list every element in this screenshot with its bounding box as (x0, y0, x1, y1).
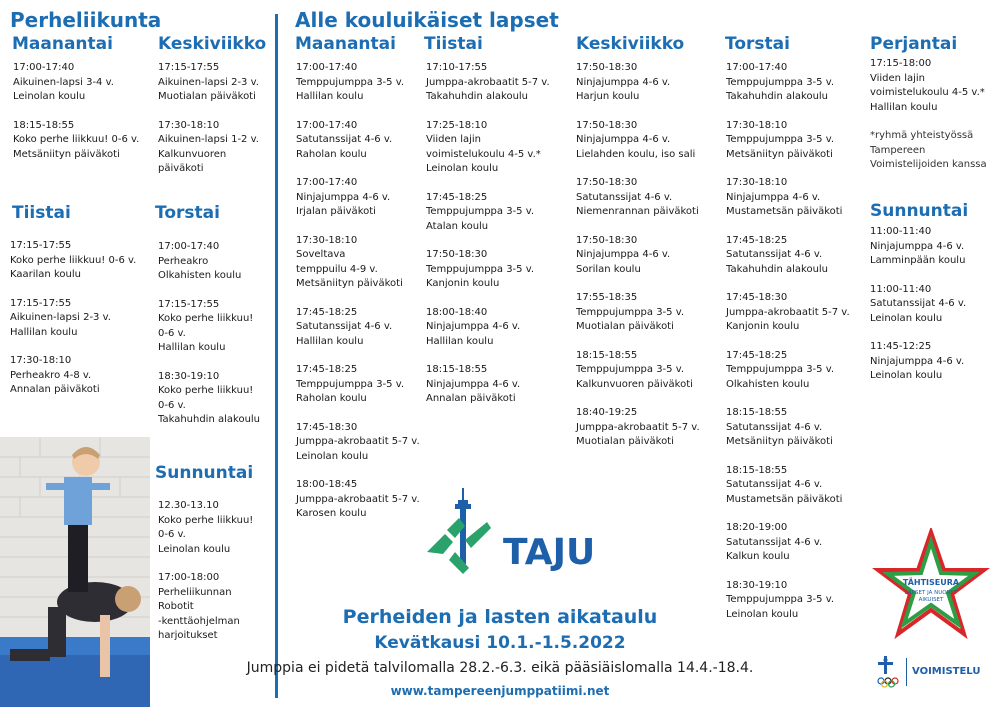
entry-line: Temppujumppa 3-5 v. (726, 134, 835, 145)
entry-line: Hallilan koulu (296, 335, 364, 347)
entry-line: Leinolan koulu (870, 370, 943, 381)
alle-day-sunnuntai: Sunnuntai (870, 201, 969, 221)
perhe-day-maanantai: Maanantai (12, 34, 113, 54)
entry-line: Metsäniityn päiväkoti (296, 278, 403, 289)
tahtiseura-badge (872, 528, 990, 646)
entry-time: 17:45-18:30 (296, 421, 358, 433)
entry-time: 17:45-18:25 (296, 306, 358, 318)
entry-time: 18:15-18:55 (576, 349, 638, 361)
entry-line: Annalan päiväkoti (426, 393, 516, 404)
schedule-entry (158, 298, 273, 356)
schedule-entry (726, 579, 868, 623)
alle-day-torstai: Torstai (725, 34, 790, 54)
entry-line: voimistelukoulu 4-5 v.* (870, 87, 985, 98)
entry-line: Kaarilan koulu (10, 269, 81, 280)
entry-time: 17:50-18:30 (576, 119, 638, 131)
entry-line: -kenttäohjelman (158, 615, 240, 627)
entry-line: Metsäniityn päiväkoti (726, 436, 833, 447)
entry-line: temppuilu 4-9 v. (296, 263, 378, 275)
entry-time: 12.30-13.10 (158, 500, 219, 511)
entry-line: Lamminpään koulu (870, 255, 966, 266)
entry-line: Harjun koulu (576, 91, 640, 102)
alle-day-tiistai: Tiistai (424, 34, 483, 54)
entry-line: Perheliikunnan (158, 586, 232, 598)
entry-line: Ninjajumppa 4-6 v. (426, 321, 521, 332)
entry-line: Aikuinen-lapsi 2-3 v. (158, 76, 259, 88)
schedule-entry (296, 176, 424, 220)
entry-line: Ninjajumppa 4-6 v. (576, 134, 671, 145)
entry-line: 0-6 v. (158, 327, 186, 339)
entry-line: Robotit (158, 601, 194, 612)
entry-line: Satutanssijat 4-6 v. (870, 298, 967, 309)
schedule-entry (158, 119, 273, 177)
entry-line: Temppujumppa 3-5 v. (726, 594, 835, 605)
entry-line: Ninjajumppa 4-6 v. (426, 378, 521, 390)
entry-line: Ninjajumppa 4-6 v. (870, 240, 965, 252)
entry-time: 17:00-17:40 (296, 62, 358, 73)
heading-perheliikunta: Perheliikunta (10, 8, 162, 32)
entry-line: Koko perhe liikkuu! (158, 385, 254, 396)
entry-line: Metsäniityn päiväkoti (13, 148, 120, 160)
entry-line: Olkahisten koulu (726, 378, 810, 390)
schedule-entry (726, 61, 868, 105)
schedule-entry (870, 225, 998, 269)
schedule-entry (576, 291, 722, 335)
entry-line: Soveltava (296, 249, 346, 260)
schedule-entry (158, 571, 273, 644)
entry-line: Satutanssijat 4-6 v. (576, 191, 673, 203)
entry-line: Muotialan päiväkoti (576, 436, 674, 447)
entry-line: Sorilan koulu (576, 263, 641, 275)
entry-line: Koko perhe liikkuu! 0-6 v. (10, 254, 137, 266)
entry-line: 0-6 v. (158, 399, 186, 411)
entry-time: 17:50-18:30 (576, 177, 638, 188)
perhe-day-keskiviikko: Keskiviikko (158, 34, 267, 54)
entry-line: Hallilan koulu (870, 101, 938, 113)
alle-list-maanantai (296, 61, 424, 522)
entry-line: Aikuinen-lapsi 3-4 v. (13, 76, 114, 88)
entry-time: 17:00-17:40 (158, 241, 220, 252)
alle-list-torstai (726, 61, 868, 622)
entry-time: 17:30-18:10 (726, 119, 788, 131)
svg-text:VOIMISTELU: VOIMISTELU (912, 666, 981, 677)
entry-time: 18:15-18:55 (426, 364, 488, 375)
entry-line: päiväkoti (158, 163, 204, 174)
entry-time: 18:40-19:25 (576, 407, 638, 418)
entry-line: Jumppa-akrobaatit 5-7 v. (576, 421, 700, 433)
entry-time: 18:15-18:55 (726, 464, 788, 476)
entry-time: 11:00-11:40 (870, 283, 932, 295)
entry-line: Ninjajumppa 4-6 v. (576, 249, 671, 260)
entry-line: Jumppa-akrobaatit 5-7 v. (426, 76, 550, 88)
entry-line: Kalkun koulu (726, 551, 790, 562)
schedule-entry (726, 176, 868, 220)
entry-line: Leinolan koulu (296, 450, 369, 462)
entry-line: Kanjonin koulu (426, 278, 500, 289)
entry-time: 17:15-17:55 (10, 297, 72, 309)
schedule-entry (296, 478, 424, 522)
entry-line: Satutanssijat 4-6 v. (726, 421, 823, 433)
entry-line: 0-6 v. (158, 529, 186, 540)
schedule-entry (426, 248, 572, 292)
entry-line: Ninjajumppa 4-6 v. (296, 191, 391, 203)
entry-line: Ninjajumppa 4-6 v. (870, 355, 965, 367)
entry-line: Annalan päiväkoti (10, 384, 100, 395)
heading-alle-kouluikaiset: Alle kouluikäiset lapset (295, 8, 559, 32)
entry-line: Leinolan koulu (726, 608, 799, 620)
entry-line: Metsäniityn päiväkoti (726, 148, 833, 160)
entry-time: 17:10-17:55 (426, 62, 488, 73)
schedule-entry (426, 363, 572, 407)
entry-line: Perheakro 4-8 v. (10, 369, 92, 381)
entry-line: Karosen koulu (296, 508, 367, 519)
entry-time: 17:45-18:25 (296, 364, 358, 375)
entry-time: 17:00-17:40 (726, 62, 788, 73)
entry-time: 17:45-18:30 (726, 292, 788, 303)
entry-line: Satutanssijat 4-6 v. (296, 321, 393, 332)
svg-text:AIKUISET: AIKUISET (918, 597, 944, 603)
schedule-entry (296, 61, 424, 105)
entry-line: Mustametsän päiväkoti (726, 206, 843, 217)
entry-time: 17:30-18:10 (158, 119, 220, 131)
entry-time: 17:00-17:40 (296, 177, 358, 188)
entry-line: Olkahisten koulu (158, 270, 242, 281)
entry-line: Temppujumppa 3-5 v. (576, 306, 685, 318)
entry-line: Temppujumppa 3-5 v. (296, 76, 405, 88)
entry-line: Viiden lajin (870, 72, 925, 84)
entry-line: Raholan koulu (296, 393, 367, 404)
schedule-entry (870, 283, 998, 327)
entry-line: Lielahden koulu, iso sali (576, 148, 696, 160)
svg-text:TAJU: TAJU (503, 532, 596, 573)
entry-line: Ninjajumppa 4-6 v. (726, 191, 821, 203)
entry-time: 17:45-18:25 (426, 191, 488, 203)
family-exercise-photo (0, 437, 150, 707)
entry-time: 17:50-18:30 (576, 62, 638, 73)
schedule-entry (426, 306, 572, 350)
entry-line: Muotialan päiväkoti (158, 91, 256, 102)
perhe-list-torstai (158, 240, 273, 428)
schedule-entry (426, 191, 572, 235)
entry-time: 17:15-18:00 (870, 58, 932, 69)
entry-line: Atalan koulu (426, 220, 489, 232)
entry-line: Kalkunvuoren päiväkoti (576, 378, 693, 390)
entry-line: Temppujumppa 3-5 v. (426, 206, 535, 217)
entry-time: 18:15-18:55 (726, 407, 788, 418)
schedule-entry (158, 370, 273, 428)
schedule-entry (576, 119, 722, 163)
schedule-entry (10, 354, 150, 398)
entry-line: Irjalan päiväkoti (296, 206, 376, 217)
entry-line: Takahuhdin alakoulu (726, 263, 829, 275)
entry-line: Kalkunvuoren (158, 148, 227, 160)
entry-time: 17:45-18:25 (726, 234, 788, 246)
entry-line: Ninjajumppa 4-6 v. (576, 76, 671, 88)
schedule-entry (13, 119, 153, 163)
alle-day-maanantai: Maanantai (295, 34, 396, 54)
entry-time: 18:00-18:45 (296, 479, 358, 490)
entry-time: 17:15-17:55 (158, 62, 220, 73)
alle-list-keskiviikko (576, 61, 722, 450)
entry-line: Takahuhdin alakoulu (426, 91, 529, 102)
perhe-day-sunnuntai: Sunnuntai (155, 463, 254, 483)
entry-time: 17:30-18:10 (10, 355, 72, 366)
entry-line: Takahuhdin alakoulu (726, 91, 829, 102)
entry-line: Hallilan koulu (426, 335, 494, 347)
alle-list-sunnuntai (870, 225, 998, 384)
entry-time: 17:25-18:10 (426, 119, 488, 131)
schedule-entry (870, 340, 998, 384)
entry-time: 18:30-19:10 (726, 579, 788, 591)
entry-time: 11:45-12:25 (870, 341, 932, 352)
entry-line: Raholan koulu (296, 148, 367, 160)
entry-time: 17:00-17:40 (13, 62, 75, 73)
entry-time: 18:00-18:40 (426, 306, 488, 318)
schedule-entry (576, 406, 722, 450)
schedule-entry (576, 234, 722, 278)
entry-line: Satutanssijat 4-6 v. (726, 479, 823, 490)
entry-line: Temppujumppa 3-5 v. (296, 378, 405, 390)
entry-line: Jumppa-akrobaatit 5-7 v. (726, 306, 850, 318)
schedule-entry (10, 239, 150, 283)
entry-time: 17:15-17:55 (10, 240, 72, 251)
schedule-entry (158, 240, 273, 284)
schedule-entry (296, 363, 424, 407)
schedule-entry (726, 119, 868, 163)
alle-list-perjantai (870, 57, 998, 115)
schedule-entry (726, 406, 868, 450)
schedule-entry (10, 297, 150, 341)
entry-line: Koko perhe liikkuu! (158, 313, 254, 324)
perhe-list-sunnuntai (158, 499, 273, 644)
entry-line: Temppujumppa 3-5 v. (576, 364, 685, 375)
alle-list-tiistai (426, 61, 572, 407)
entry-line: Takahuhdin alakoulu (158, 414, 261, 425)
entry-line: voimistelukoulu 4-5 v.* (426, 148, 541, 160)
entry-time: 18:20-19:00 (726, 522, 788, 533)
entry-line: Koko perhe liikkuu! (158, 514, 254, 526)
perhe-list-keskiviikko (158, 61, 273, 177)
schedule-entry (726, 521, 868, 565)
perhe-list-maanantai (13, 61, 153, 162)
entry-line: Leinolan koulu (158, 543, 231, 555)
voimistelu-logo (876, 652, 996, 692)
entry-time: 17:30-18:10 (296, 234, 358, 246)
entry-line: Temppujumppa 3-5 v. (726, 76, 835, 88)
season-dates: Kevätkausi 10.1.-1.5.2022 (374, 633, 626, 653)
schedule-entry (576, 349, 722, 393)
entry-time: 18:30-19:10 (158, 370, 220, 382)
entry-line: Aikuinen-lapsi 2-3 v. (10, 312, 111, 323)
entry-time: 17:55-18:35 (576, 292, 638, 303)
perhe-day-torstai: Torstai (155, 203, 220, 223)
schedule-entry (870, 57, 998, 115)
entry-line: Viiden lajin (426, 134, 481, 145)
entry-line: Jumppa-akrobaatit 5-7 v. (296, 436, 420, 447)
holiday-note: Jumppia ei pidetä talvilomalla 28.2.-6.3. eikä pääsiäislomalla 14.4.-18.4. (246, 660, 754, 676)
entry-line: Leinolan koulu (13, 91, 86, 102)
alle-day-perjantai: Perjantai (870, 34, 958, 54)
entry-line: Satutanssijat 4-6 v. (726, 249, 823, 260)
schedule-entry (296, 119, 424, 163)
entry-time: 17:30-18:10 (726, 177, 788, 188)
alle-day-keskiviikko: Keskiviikko (576, 34, 685, 54)
entry-line: Niemenrannan päiväkoti (576, 206, 699, 217)
entry-line: Leinolan koulu (426, 163, 499, 174)
entry-time: 17:45-18:25 (726, 349, 788, 361)
perhe-list-tiistai (10, 239, 150, 398)
schedule-entry (296, 234, 424, 292)
schedule-entry (13, 61, 153, 105)
entry-line: Muotialan päiväkoti (576, 321, 674, 332)
entry-time: 17:50-18:30 (426, 249, 488, 260)
entry-time: 17:00-18:00 (158, 572, 220, 583)
schedule-entry (726, 234, 868, 278)
entry-time: 17:50-18:30 (576, 234, 638, 246)
entry-line: Leinolan koulu (870, 312, 943, 324)
entry-line: Koko perhe liikkuu! 0-6 v. (13, 134, 140, 145)
entry-line: Aikuinen-lapsi 1-2 v. (158, 134, 259, 145)
entry-line: Jumppa-akrobaatit 5-7 v. (296, 493, 420, 505)
schedule-entry (296, 306, 424, 350)
entry-time: 18:15-18:55 (13, 119, 75, 131)
svg-text:LAPSET JA NUORET: LAPSET JA NUORET (904, 590, 958, 596)
entry-line: Satutanssijat 4-6 v. (296, 134, 393, 145)
entry-line: Perheakro (158, 255, 209, 267)
footnote: *ryhmä yhteistyössä Tampereen Voimistelijoiden kanssa (870, 130, 987, 170)
schedule-entry (726, 291, 868, 335)
schedule-entry (726, 349, 868, 393)
entry-time: 11:00-11:40 (870, 226, 932, 237)
entry-line: Temppujumppa 3-5 v. (726, 364, 835, 375)
entry-line: Temppujumppa 3-5 v. (426, 263, 535, 275)
schedule-entry (158, 499, 273, 557)
svg-text:TÄHTISEURA: TÄHTISEURA (902, 578, 960, 587)
divider-line (275, 14, 278, 698)
entry-line: Kanjonin koulu (726, 321, 800, 332)
entry-line: harjoitukset (158, 630, 218, 641)
schedule-entry (426, 119, 572, 177)
schedule-entry (296, 421, 424, 465)
entry-time: 17:15-17:55 (158, 298, 220, 310)
perhe-day-tiistai: Tiistai (12, 203, 71, 223)
entry-line: Satutanssijat 4-6 v. (726, 536, 823, 548)
website-link[interactable]: www.tampereenjumppatiimi.net (390, 684, 610, 698)
entry-line: Mustametsän päiväkoti (726, 493, 843, 505)
schedule-entry (576, 176, 722, 220)
schedule-entry (576, 61, 722, 105)
taju-logo (425, 482, 610, 582)
schedule-title: Perheiden ja lasten aikataulu (342, 606, 658, 628)
entry-line: Hallilan koulu (10, 326, 78, 338)
entry-line: Hallilan koulu (296, 91, 364, 102)
schedule-entry (158, 61, 273, 105)
entry-time: 17:00-17:40 (296, 119, 358, 131)
schedule-entry (726, 464, 868, 508)
schedule-entry (426, 61, 572, 105)
entry-line: Hallilan koulu (158, 342, 226, 353)
